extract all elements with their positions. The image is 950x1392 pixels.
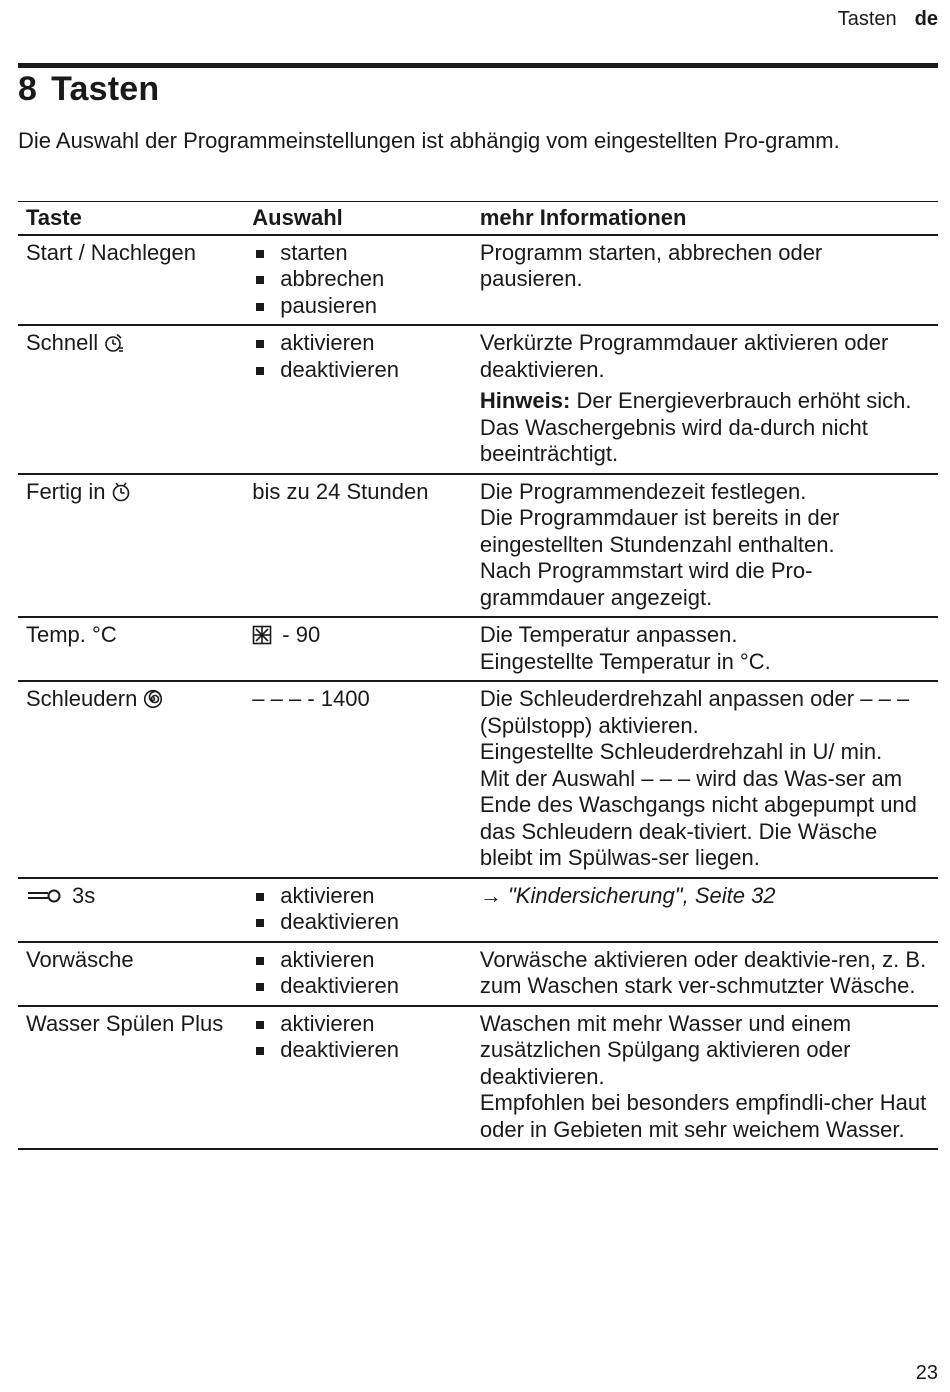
buttons-table — [18, 201, 938, 1150]
option-item: deaktivieren — [252, 357, 464, 384]
info-text: Verkürzte Programmdauer aktivieren oder deaktivieren. — [479, 330, 889, 382]
hint-note — [480, 388, 930, 468]
info-line: Waschen mit mehr Wasser und einem zusätzlichen Spülgang aktivieren oder deaktivieren. — [479, 1010, 852, 1089]
table-row — [18, 942, 938, 1006]
info-text: Programm starten, abbrechen oder pausieren. — [479, 239, 823, 291]
page-title — [18, 70, 159, 109]
table-row — [18, 1006, 938, 1150]
info-cell — [472, 1006, 938, 1150]
selection-cell — [244, 474, 472, 618]
table-row — [18, 617, 938, 681]
key-label: Schleudern — [26, 686, 138, 711]
info-cell — [472, 617, 938, 681]
hint-text: Der Energieverbrauch erhöht sich. Das Waschergebnis wird da-durch nicht beeinträchtigt. — [479, 388, 912, 466]
selection-cell — [244, 617, 472, 681]
page-number: 23 — [915, 1362, 938, 1384]
header-auswahl: Auswahl — [244, 202, 472, 235]
key-cell — [18, 942, 244, 1006]
option-list — [252, 240, 464, 320]
info-text: Vorwäsche aktivieren oder deaktivie-ren, z. B. zum Waschen stark ver-schmutzter Wäsche. — [479, 946, 927, 998]
selection-cell — [244, 878, 472, 942]
header-language: de — [914, 8, 938, 30]
header-section-name: Tasten — [837, 8, 897, 30]
info-line: Eingestellte Schleuderdrehzahl in U/ min. — [479, 739, 883, 764]
option-item: aktivieren — [252, 947, 464, 974]
key-label: Start / Nachlegen — [26, 239, 196, 265]
option-item: pausieren — [252, 293, 464, 320]
running-header — [838, 8, 938, 31]
table-row — [18, 681, 938, 878]
key-cell — [18, 325, 244, 474]
key-label: Wasser Spülen Plus — [26, 1010, 224, 1036]
info-cell — [472, 325, 938, 474]
info-line: Die Temperatur anpassen. — [479, 622, 738, 647]
selection-cell — [244, 325, 472, 474]
selection-cell — [244, 942, 472, 1006]
key-label: Fertig in — [26, 478, 106, 504]
quick-timer-icon — [104, 333, 124, 360]
key-cell — [18, 681, 244, 878]
option-item: aktivieren — [252, 1011, 464, 1038]
info-line: Eingestellte Temperatur in °C. — [479, 648, 771, 674]
hint-label: Hinweis: — [479, 388, 571, 413]
option-item: aktivieren — [252, 883, 464, 910]
selection-value: - 90 — [282, 622, 321, 647]
option-item: starten — [252, 240, 464, 267]
info-line: Die Programmdauer ist bereits in der eingestellten Stundenzahl enthalten. — [479, 505, 840, 557]
info-line: Nach Programmstart wird die Pro-grammdauer angezeigt. — [479, 558, 813, 610]
option-list — [252, 1011, 464, 1064]
header-info: mehr Informationen — [472, 202, 938, 235]
option-list — [252, 947, 464, 1000]
info-cell — [472, 681, 938, 878]
table-row — [18, 235, 938, 326]
header-taste: Taste — [18, 202, 244, 235]
option-list — [252, 330, 464, 383]
selection-cell — [244, 681, 472, 878]
cold-snowflake-icon — [252, 625, 272, 652]
cross-reference-link[interactable]: "Kindersicherung", Seite 32 — [507, 882, 776, 908]
table-header-row — [18, 202, 938, 235]
child-lock-key-icon — [26, 885, 62, 912]
info-cell — [472, 474, 938, 618]
option-item: deaktivieren — [252, 973, 464, 1000]
key-cell — [18, 235, 244, 326]
selection-cell — [244, 235, 472, 326]
info-line: Die Schleuderdrehzahl anpassen oder – – – (Spülstopp) aktivieren. — [479, 686, 910, 738]
option-item: deaktivieren — [252, 1037, 464, 1064]
selection-value: – – – - 1400 — [252, 686, 370, 711]
key-label: Vorwäsche — [26, 946, 134, 972]
key-label: Temp. °C — [26, 622, 117, 647]
key-cell — [18, 1006, 244, 1150]
option-list — [252, 883, 464, 936]
key-cell — [18, 617, 244, 681]
ref-arrow: → — [479, 882, 502, 908]
spin-icon — [143, 689, 163, 716]
table-row — [18, 474, 938, 618]
selection-value: bis zu 24 Stunden — [252, 478, 429, 504]
info-line: Empfohlen bei besonders empfindli-cher Haut oder in Gebieten mit sehr weichem Wasser. — [479, 1090, 927, 1142]
option-item: deaktivieren — [252, 909, 464, 936]
info-cell — [472, 942, 938, 1006]
selection-cell — [244, 1006, 472, 1150]
table-row — [18, 878, 938, 942]
option-item: abbrechen — [252, 266, 464, 293]
key-cell — [18, 878, 244, 942]
info-cell — [472, 235, 938, 326]
table-row — [18, 325, 938, 474]
info-line: Die Programmendezeit festlegen. — [479, 478, 807, 504]
key-cell — [18, 474, 244, 618]
finish-time-icon — [111, 482, 131, 509]
info-line: Mit der Auswahl – – – wird das Was-ser am Ende des Waschgangs nicht abgepumpt und das Schleudern deak-tiviert. Die Wäsche bleibt im Spülwas-ser liegen. — [479, 765, 917, 870]
key-label: Schnell — [26, 330, 99, 355]
chapter-title: Tasten — [51, 70, 160, 108]
header-rule — [18, 63, 938, 68]
info-cell — [472, 878, 938, 942]
intro-paragraph: Die Auswahl der Programmeinstellungen ist abhängig vom eingestellten Pro-gramm. — [18, 128, 840, 153]
key-label: 3s — [72, 882, 96, 908]
chapter-number: 8 — [18, 70, 38, 108]
option-item: aktivieren — [252, 330, 464, 357]
